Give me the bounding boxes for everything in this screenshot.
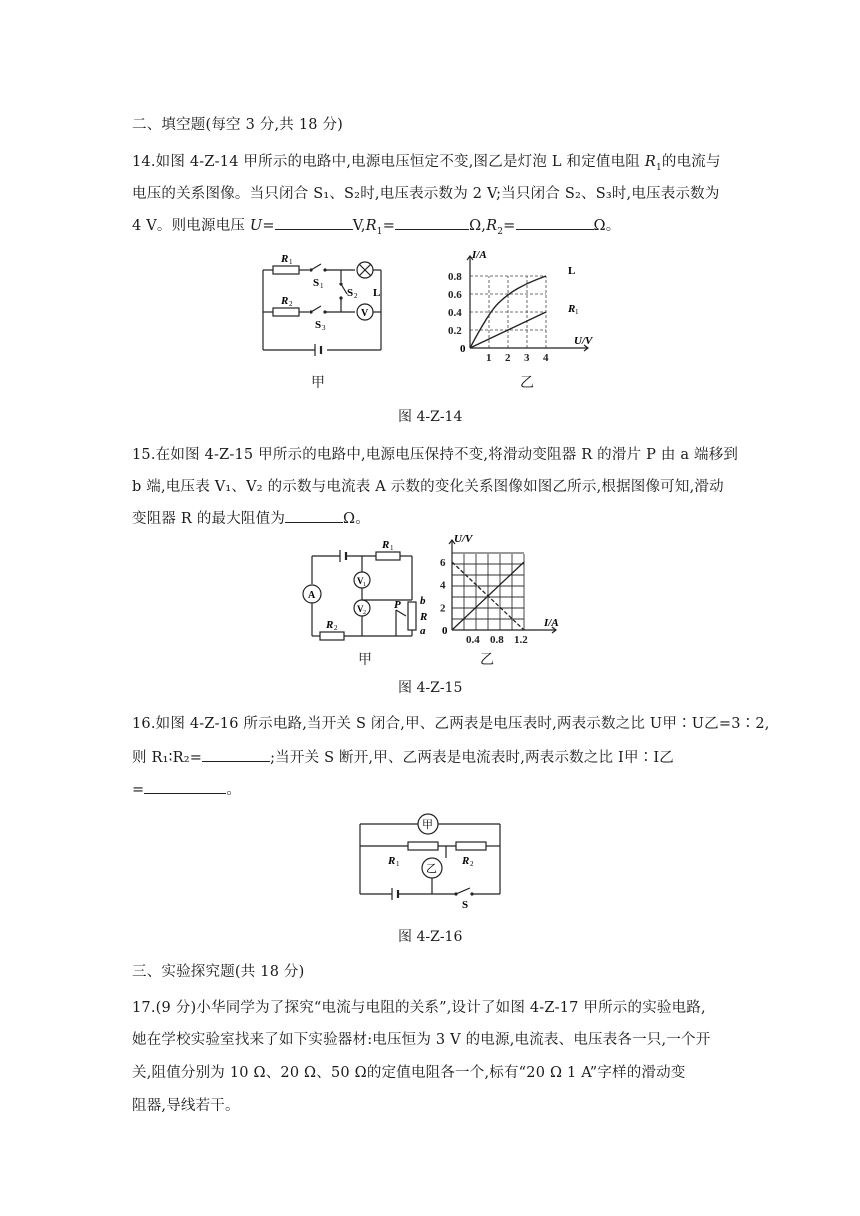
answer-blank-r2[interactable]	[516, 215, 594, 230]
origin-label: 0	[442, 625, 448, 637]
label-r1-sub: 1	[289, 258, 293, 266]
x-axis-label: I/A	[544, 617, 559, 629]
x-tick-label: 2	[505, 352, 511, 364]
graph-15	[438, 534, 578, 646]
y-tick-label: 2	[440, 602, 446, 615]
label-a: a	[420, 625, 426, 637]
origin-label: 0	[460, 343, 466, 355]
label-s3-sub: 3	[322, 324, 326, 332]
voltmeter-2-icon: V	[357, 604, 364, 614]
y-tick-label: 0.4	[448, 307, 462, 319]
question-17-line-4: 阻器,导线若干。	[132, 1098, 240, 1114]
meter-jia-icon: 甲	[422, 819, 433, 831]
y-axis-label: U/V	[454, 534, 473, 545]
question-16-line-2: 则 R₁∶R₂= ;当开关 S 断开,甲、乙两表是电流表时,两表示数之比 I甲∶I乙	[132, 746, 674, 767]
label-s1: S	[313, 277, 320, 289]
voltmeter-icon: V	[361, 308, 369, 319]
label-r: R	[420, 611, 428, 623]
label-r1-sub: 1	[390, 544, 394, 552]
x-tick-label: 4	[543, 352, 549, 364]
label-r2: R	[462, 855, 470, 867]
x-axis-label: U/V	[574, 335, 593, 347]
label-r2-sub: 2	[470, 860, 474, 868]
question-17-line-2: 她在学校实验室找来了如下实验器材:电压恒为 3 V 的电源,电流表、电压表各一只,一个开	[132, 1032, 711, 1048]
x-tick-label: 0.4	[466, 634, 480, 646]
label-s3: S	[315, 319, 322, 331]
x-tick-label: 3	[524, 352, 530, 364]
voltmeter-1-sub: 1	[363, 582, 366, 588]
label-b: b	[420, 595, 426, 607]
x-tick-label: 1	[486, 352, 492, 364]
section-heading: 二、填空题(每空 3 分,共 18 分)	[132, 117, 344, 133]
ammeter-icon: A	[308, 590, 316, 601]
y-tick-label: 0.8	[448, 271, 462, 283]
label-s1-sub: 1	[320, 282, 324, 290]
label-r2-sub: 2	[334, 624, 338, 632]
figure-15-right-caption: 乙	[480, 652, 494, 668]
answer-blank-r-ratio[interactable]	[202, 747, 270, 762]
answer-blank-i-ratio[interactable]	[144, 779, 226, 794]
figure-14-caption: 图 4-Z-14	[398, 409, 463, 425]
y-tick-label: 0.2	[448, 325, 462, 337]
x-tick-label: 0.8	[490, 634, 504, 646]
question-16-line-3: = 。	[132, 778, 241, 799]
label-lamp: L	[373, 287, 381, 299]
circuit-diagram-15	[296, 540, 436, 646]
question-15-line-1: 15.在如图 4-Z-15 甲所示的电路中,电源电压保持不变,将滑动变阻器 R 的滑片 P 由 a 端移到	[132, 447, 739, 463]
figure-15-left-caption: 甲	[358, 652, 372, 668]
series-label-R1: R	[568, 303, 576, 315]
graph-14	[448, 248, 608, 366]
series-label-L: L	[568, 265, 576, 277]
label-s2-sub: 2	[354, 292, 358, 300]
label-r1: R	[388, 855, 396, 867]
label-switch-s: S	[462, 899, 469, 908]
question-14-line-2: 电压的关系图像。当只闭合 S₁、S₂时,电压表示数为 2 V;当只闭合 S₂、S₃时,电压表示数为	[132, 186, 720, 202]
y-tick-label: 6	[440, 556, 446, 569]
question-14-line-3: 4 V。则电源电压 $U= V,R_1= \Omega,R_2= \Omega$。	[132, 214, 620, 237]
figure-14-right-caption: 乙	[520, 375, 534, 391]
answer-blank-voltage[interactable]	[275, 215, 353, 230]
label-p: P	[394, 599, 401, 611]
circuit-diagram-14	[255, 250, 395, 360]
voltmeter-1-icon: V	[357, 576, 364, 586]
question-16-line-1: 16.如图 4-Z-16 所示电路,当开关 S 闭合,甲、乙两表是电压表时,两表示数之比 U甲∶U乙=3∶2,	[132, 716, 770, 732]
label-s2: S	[347, 287, 354, 299]
label-r1: R	[382, 540, 390, 551]
question-15-line-2: b 端,电压表 V₁、V₂ 的示数与电流表 A 示数的变化关系图像如图乙所示,根据图像可知,滑动	[132, 479, 724, 495]
answer-blank-r1[interactable]	[395, 215, 469, 230]
x-tick-label: 1.2	[514, 634, 528, 646]
figure-15-caption: 图 4-Z-15	[398, 680, 463, 696]
answer-blank-max-resistance[interactable]	[285, 508, 343, 523]
series-label-R1-sub: 1	[575, 308, 579, 316]
circuit-diagram-16	[352, 812, 512, 908]
label-r1-sub: 1	[396, 860, 400, 868]
voltmeter-2-sub: 2	[363, 610, 366, 616]
y-tick-label: 0.6	[448, 289, 462, 301]
label-r2: R	[326, 619, 334, 631]
question-15-line-3: 变阻器 R 的最大阻值为 Ω。	[132, 507, 370, 528]
label-r1: R	[281, 253, 289, 265]
meter-yi-icon: 乙	[426, 863, 437, 875]
y-tick-label: 4	[440, 579, 446, 592]
question-17-line-1: 17.(9 分)小华同学为了探究“电流与电阻的关系”,设计了如图 4-Z-17 甲所示的实验电路,	[132, 1000, 706, 1016]
label-r2-sub: 2	[289, 300, 293, 308]
figure-16-caption: 图 4-Z-16	[398, 929, 463, 945]
y-axis-label: I/A	[472, 249, 487, 261]
label-r2: R	[281, 295, 289, 307]
question-14-line-1: 14.如图 4-Z-14 甲所示的电路中,电源电压恒定不变,图乙是灯泡 L 和定值电阻 $R_1$的电流与	[132, 154, 721, 173]
section-heading: 三、实验探究题(共 18 分)	[132, 964, 305, 980]
figure-14-left-caption: 甲	[311, 375, 325, 391]
question-17-line-3: 关,阻值分别为 10 Ω、20 Ω、50 Ω的定值电阻各一个,标有“20 Ω 1 A”字样的滑动变	[132, 1065, 686, 1081]
